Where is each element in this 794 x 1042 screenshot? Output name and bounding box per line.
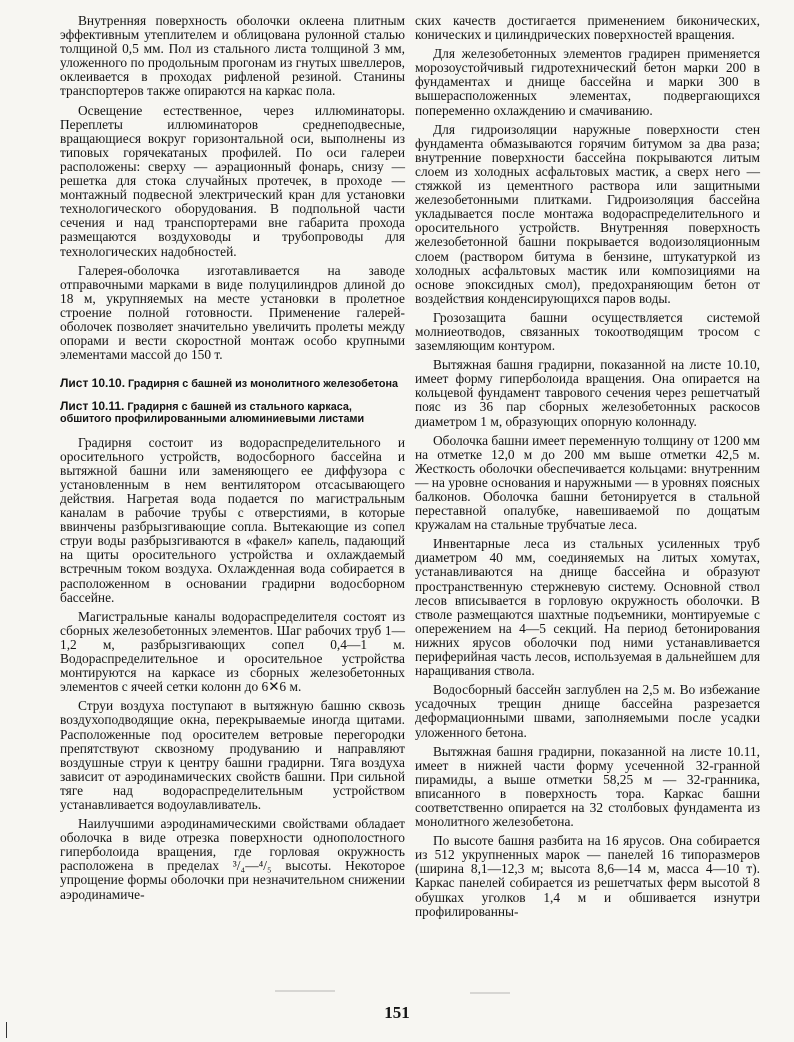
sheet-10-10-caption — [60, 378, 405, 391]
right-column — [415, 14, 760, 924]
sheet-number: Лист 10.10. — [60, 376, 126, 391]
scan-smudge — [275, 990, 335, 992]
paragraph: Освещение естественное, через иллюминаторы. Переплеты иллюминаторов среднеподвесные, вращающиеся вокруг горизонтальной оси, выполнены из типовых горячекатаных профилей. По оси галереи расположены: сверху — аэрационный фонарь, снизу — решетка для стока случайных протечек, в проходе — монтажный подвесной электрический кран для установки технологического оборудования. В подпольной части сечения и над транспортерами вне габарита прохода размещаются воздуховоды и трубопроводы для технологических надобностей. — [60, 102, 405, 259]
paragraph: По высоте башня разбита на 16 ярусов. Она собирается из 512 укрупненных марок — панелей 16 типоразмеров (ширина 8,1—12,3 м; высота 8,6—14 м, масса 4—10 т). Каркас панелей собирается из решетчатых ферм высотой 8 обушках уголков 1,4 м и обшивается изнутри профилированны- — [415, 833, 760, 919]
paragraph: Внутренняя поверхность оболочки оклеена плитным эффективным утеплителем и облицована рулонной сталью толщиной 0,5 мм. Пол из стального листа толщиной 3 мм, уложенного по продольным прогонам из гнутых швеллеров, оклеивается в проходах рифленой резиной. Станины транспортеров также опираются на каркас пола. — [60, 13, 405, 99]
paragraph: Водосборный бассейн заглублен на 2,5 м. Во избежание усадочных трещин днище бассейна разрезается деформационными швами, заполняемыми после усадки уложенного бетона. — [415, 682, 760, 740]
paragraph: Струи воздуха поступают в вытяжную башню сквозь воздухоподводящие окна, перекрываемые иногда щитами. Расположенные под оросителем ветровые перегородки препятствуют сквозному продуванию и направляют воздушные струи к центру башни градирни. Тяга воздуха зависит от аэродинамических свойств башни. При сильной тяге над водораспределительным устройством устанавливается водоулавливатель. — [60, 698, 405, 812]
paragraph: Вытяжная башня градирни, показанной на листе 10.10, имеет форму гиперболоида вращения. Она опирается на кольцевой фундамент таврового сечения через решетчатый пояс из 36 пар сборных железобетонных раскосов диаметром 1 м, образующих опорную колоннаду. — [415, 357, 760, 429]
paragraph: Для железобетонных элементов градирен применяется морозоустойчивый гидротехнический бетон марки 200 в фундаментах и днище бассейна и марки 300 в вышерасположенных элементах, подвергающихся попеременно охлаждению и смачиванию. — [415, 46, 760, 118]
sheet-10-11-caption — [60, 401, 405, 426]
margin-mark — [6, 1022, 7, 1038]
scan-smudge — [470, 992, 510, 994]
paragraph: Оболочка башни имеет переменную толщину от 1200 мм на отметке 12,0 м до 200 мм выше отметки 42,5 м. Жесткость оболочки обеспечивается кольцами: внутренним — на уровне основания и наружными — в уровнях поясных балконов. Оболочка башни бетонируется в стальной переставной опалубке, навешиваемой по дощатым кружалам на стальные трубчатые леса. — [415, 432, 760, 533]
paragraph: Градирня состоит из водораспределительного и оросительного устройств, водосборного бассейна и вытяжной башни или заменяющего ее диффузора с установленным в нем вентилятором отсасывающего действия. Нагретая вода подается по магистральным каналам в рабочие трубы с отверстиями, в которые ввинчены разбрызгивающие сопла. Вытекающие из сопел струи воды разбрызгиваются в «факел» капель, падающий на щиты оросительного устройства и охлаждаемый встречным током воздуха. Охлажденная вода собирается в расположенном в основании градирни водосборном бассейне. — [60, 434, 405, 605]
paragraph-continuation: ских качеств достигается применением биконических, конических и цилиндрических поверхностей вращения. — [415, 13, 760, 43]
sheet-number: Лист 10.11. — [60, 399, 125, 414]
left-column — [60, 14, 405, 907]
paragraph: Для гидроизоляции наружные поверхности стен фундамента обмазываются горячим битумом за два раза; внутренние поверхности бассейна покрываются литым слоем из холодных асфальтовых мастик, а сверх него — стяжкой из цементного раствора или защитными железобетонными плитками. Гидроизоляция бассейна укладывается после монтажа водораспределительного и оросительного устройств. Внутренняя поверхность железобетонной башни покрывается водоизоляционным слоем (раствором битума в бензине, штукатуркой из холодных асфальтовых мастик или композициями на основе эпоксидных смол), предохраняющим бетон от воздействия конденсирующихся паров воды. — [415, 121, 760, 306]
sheet-title: Градирня с башней из монолитного железобетона — [128, 378, 398, 391]
paragraph: Вытяжная башня градирни, показанной на листе 10.11, имеет в нижней части форму усеченной 32-гранной пирамиды, а выше отметки 58,25 м — 32-гранника, вписанного в поверхность тора. Каркас башни соответственно опирается на 32 столбовых фундамента из монолитного железобетона. — [415, 743, 760, 830]
paragraph: Магистральные каналы водораспределителя состоят из сборных железобетонных элементов. Шаг рабочих труб 1—1,2 м, разбрызгивающих сопел 0,4—1 м. Водораспределительное и оросительное устройства монтируются на каркасе из сборных железобетонных элементов с ячеей сетки колонн до 6✕6 м. — [60, 608, 405, 695]
sheet-title: Градирня с башней из стального каркаса, обшитого профилированными алюминиевыми листами — [60, 401, 365, 425]
page-number: 151 — [384, 1003, 410, 1022]
paragraph: Инвентарные леса из стальных усиленных труб диаметром 40 мм, соединяемых на литых хомутах, устанавливаются на днище бассейна и образуют пространственную стержневую систему. Основной ствол лесов вписывается в горловую окружность оболочки. В стволе размещаются шахтные подъемники, монтируемые с опережением на 4—5 секций. На период бетонирования нижних ярусов оболочки под ними устанавливается периферийная часть лесов, используемая в дальнейшем для наращивания ствола. — [415, 536, 760, 679]
paragraph: Галерея-оболочка изготавливается на заводе отправочными марками в виде полуцилиндров длиной до 18 м, укрупняемых на месте установки в пролетное строение полной готовности. Применение галерей-оболочек позволяет значительно увеличить пролеты между опорами и вести скоростной монтаж особо крупными элементами массой до 150 т. — [60, 262, 405, 363]
paragraph: Наилучшими аэродинамическими свойствами обладает оболочка в виде отрезка поверхности однополостного гиперболоида вращения, где горловая окружность расположена в пределах ³/₄—⁴/₅ высоты. Некоторое упрощение формы оболочки при незначительном снижении аэродинамиче- — [60, 816, 405, 902]
paragraph: Грозозащита башни осуществляется системой молниеотводов, связанных токоотводящим тросом с заземляющим контуром. — [415, 309, 760, 354]
